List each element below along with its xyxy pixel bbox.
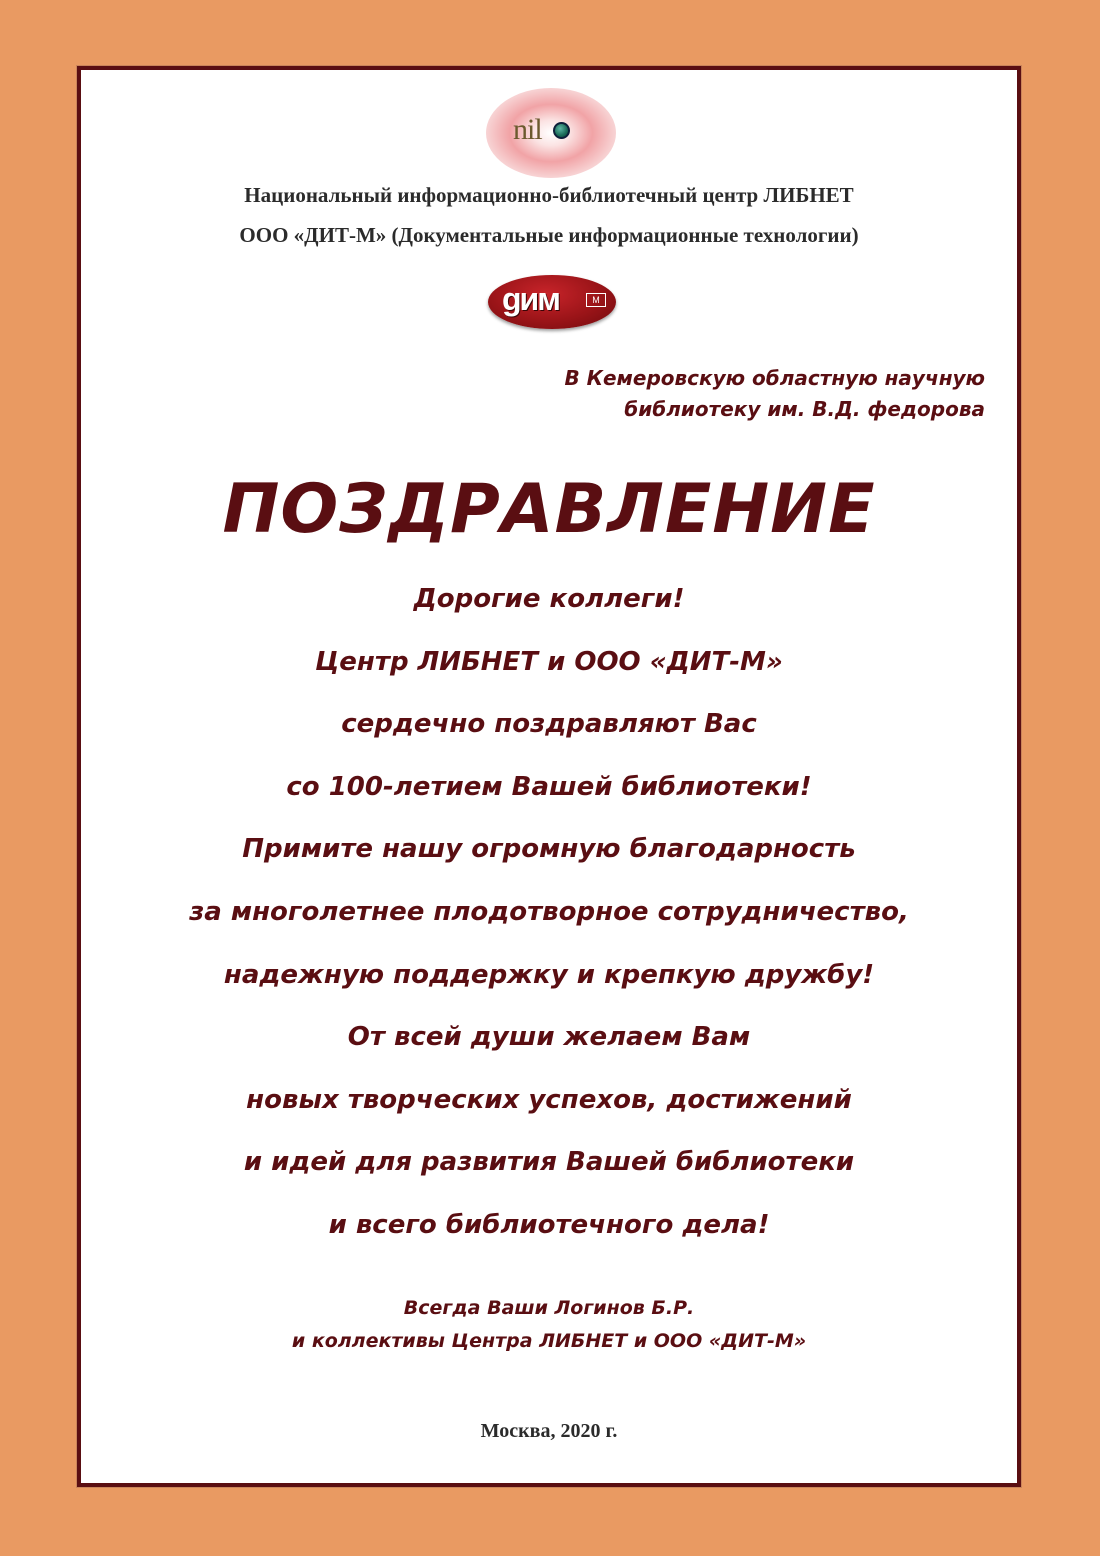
greeting-line: Примите нашу огромную благодарность — [242, 834, 856, 865]
organization-libnet: Национальный информационно-библиотечный центр ЛИБНЕТ — [244, 183, 854, 207]
place-date: Москва, 2020 г. — [480, 1420, 618, 1442]
greeting-line: Центр ЛИБНЕТ и ООО «ДИТ-М» — [315, 646, 783, 677]
greeting-line: новых творческих успехов, достижений — [246, 1084, 852, 1115]
addressee-line-2: библиотеку им. В.Д. федорова — [624, 397, 985, 421]
greeting-line: Дорогие коллеги! — [413, 584, 685, 614]
greeting-line: со 100-летием Вашей библиотеки! — [286, 771, 812, 802]
greeting-line: за многолетнее плодотворное сотрудничество, — [189, 896, 909, 927]
dit-m-logo — [488, 275, 616, 329]
greeting-line: и всего библиотечного дела! — [328, 1209, 770, 1240]
nilc-logo-text: nil — [513, 113, 542, 146]
letter-sheet — [77, 66, 1021, 1487]
dit-m-logo-text: gим — [502, 281, 559, 317]
letter-title: ПОЗДРАВЛЕНИЕ — [222, 470, 876, 549]
greeting-line: надежную поддержку и крепкую дружбу! — [223, 959, 875, 990]
dit-m-logo-mark: М — [586, 293, 606, 307]
signature-line-2: и коллективы Центра ЛИБНЕТ и ООО «ДИТ-М» — [291, 1330, 807, 1352]
greeting-line: и идей для развития Вашей библиотеки — [243, 1147, 855, 1178]
organization-dit-m: ООО «ДИТ-М» (Документальные информационные технологии) — [239, 223, 859, 247]
addressee-line-1: В Кемеровскую областную научную — [564, 366, 985, 390]
nilc-globe-icon — [553, 122, 570, 139]
greeting-line: сердечно поздравляют Вас — [341, 709, 757, 740]
greeting-body — [81, 579, 1017, 1268]
signature-line-1: Всегда Ваши Логинов Б.Р. — [403, 1297, 695, 1319]
nilc-logo — [486, 88, 616, 178]
greeting-line: От всей души желаем Вам — [347, 1022, 751, 1053]
